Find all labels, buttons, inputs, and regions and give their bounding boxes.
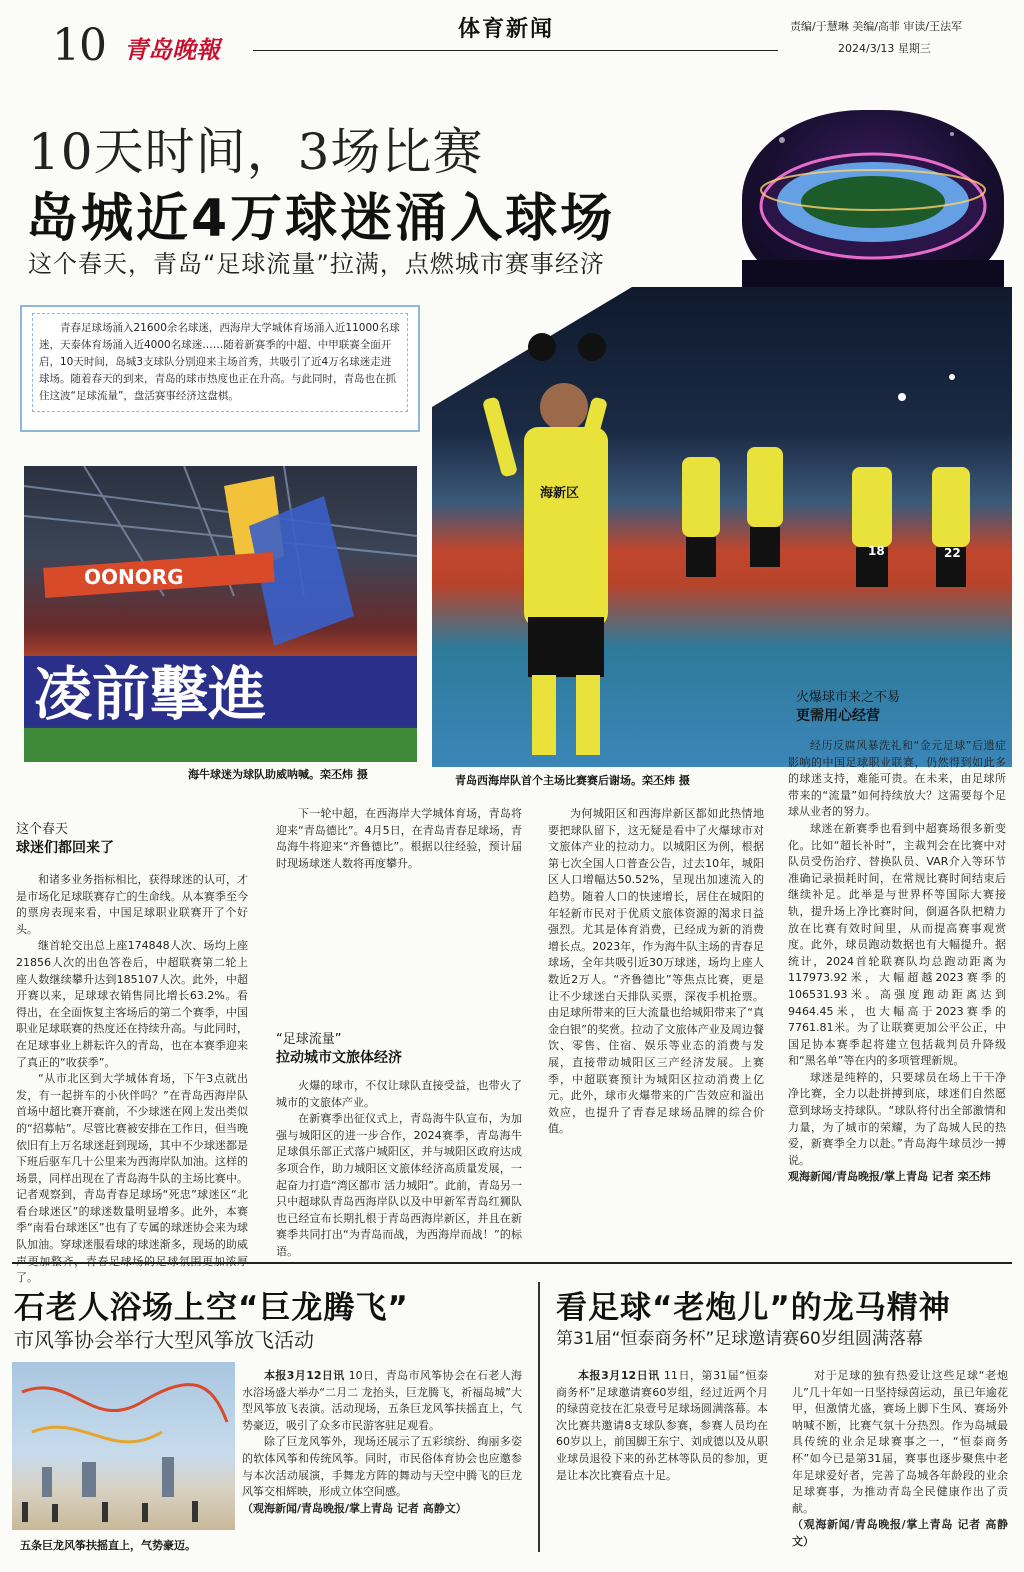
fans-banner-text: OONORG bbox=[84, 565, 184, 589]
section-a-heading bbox=[16, 820, 256, 858]
section-c-paragraph: 球迷是纯粹的，只要球员在场上干干净净比赛，全力以赴拼搏到底，球迷们自然愿意到球场支持球队。“球队将付出全部激情和力量，为了城市的荣耀，为了岛城人民的热爱，新赛季全力以赴。”青岛海牛球员沙一搏说。 bbox=[788, 1070, 1006, 1167]
story2-dateline: 本报3月12日讯 bbox=[264, 1369, 345, 1382]
section-c-byline: 观海新闻/青岛晚报/掌上青岛 记者 栾丕炜 bbox=[788, 1170, 991, 1184]
section-b-heading bbox=[276, 1030, 522, 1068]
stadium-illustration bbox=[742, 110, 1004, 296]
lead-summary: 青春足球场涌入21600余名球迷，西海岸大学城体育场涌入近11000名球迷，天泰体育场涌入近4000名球迷……随着新赛季的中超、中甲联赛全面开启，10天时间，岛城3支球队分别迎来主场首秀，共吸引了近4万名球迷走进球场。随着春天的到来，青岛的球市热度也正在升高。与此同时，青岛也在抓住这波“足球流量”，盘活赛事经济这盘棋。 bbox=[32, 313, 408, 412]
story2-subtitle: 市风筝协会举行大型风筝放飞活动 bbox=[14, 1328, 314, 1352]
section-b-kicker: “足球流量” bbox=[276, 1032, 342, 1047]
story3-paragraph: 对于足球的独有热爱让这些足球“老炮儿”几十年如一日坚持绿茵运动，虽已年逾花甲，但激情尤盛，赛场上脚下生风、赛场外呐喊不断，比赛气氛十分热烈。作为岛城最具传统的业余足球赛事之一，“恒泰商务杯”如今已是第31届，赛事也逐步聚焦中老年足球爱好者，完善了岛城各年龄段的业余足球赛事，为推动青岛全民健康作出了贡献。 bbox=[792, 1369, 1008, 1515]
story3-title: 看足球“老炮儿”的龙马精神 bbox=[556, 1290, 951, 1326]
section-b-paragraph: 为何城阳区和西海岸新区都如此热情地要把球队留下，这无疑是看中了火爆球市对文旅体产业的拉动力。以城阳区为例，根据第七次全国人口普查公告，过去10年，城阳区人口增幅达50.52%，呈现出加速流入的趋势。随着人口的快速增长，居住在城阳的年轻新市民对于优质文旅体资源的渴求日益强烈。尤其是体育消费，已经成为新的消费增长点。2023年，作为海牛队主场的青春足球场，全年共吸引近30万球迷，场均上座人数近2万人。“齐鲁德比”等焦点比赛，更是让不少球迷白天排队买票，深夜手机抢票。由足球所带来的巨大流量也给城阳带来了“真金白银”的奖赏。拉动了文旅体产业及周边餐饮、零售、住宿、娱乐等业态的消费与发展，直接带动城阳区三产经济发展。上赛季，中超联赛预计为城阳区拉动消费上亿元。此外，球市火爆带来的广告效应和溢出效应，也提升了青春足球场品牌的综合价值。 bbox=[548, 807, 764, 1136]
story3-byline: （观海新闻/青岛晚报/掌上青岛 记者 高静文） bbox=[792, 1518, 1008, 1548]
lead-title-line1: 10天时间，3场比赛 bbox=[28, 123, 484, 181]
editor-credits: 责编/于慧琳 美编/高菲 审读/王法军 bbox=[790, 20, 963, 33]
story3-paragraph: 11日，第31届“恒泰商务杯”足球邀请赛60岁组，经过近两个月的绿茵竞技在汇泉壹号足球场圆满落幕。本次比赛共邀请8支球队参赛，参赛人员均在60岁以上，前国脚王东宁、刘成德以及从职业球员退役下来的孙艺林等队员的参加，更是让本次比赛看点十足。 bbox=[556, 1369, 768, 1482]
section-a-paragraph: “从市北区到大学城体育场，下午3点就出发，有一起拼车的小伙伴吗？”在青岛西海岸队首场中超比赛开赛前，不少球迷在网上发出类似的“招募帖”。尽管比赛被安排在工作日，但当晚依旧有上万名球迷赶到现场，其中不少球迷都是下班后驱车几十公里来为西海岸队加油。这样的场景，同样出现在了青岛海牛队的主场比赛中。记者观察到，青岛青春足球场“死忠”球迷区“北看台球迷区”的球迷数量明显增多。此外，本赛季“南看台球迷区”也有了专属的球迷协会来为球队加油。穿球迷服看球的球迷渐多，现场的助威 了。 bbox=[16, 1072, 248, 1285]
section-a-paragraph: 继首轮交出总上座174848人次、场均上座21856人次的出色答卷后，中超联赛第二轮上座人数继续攀升达到185107人次。此外，中超开赛以来，足球球衣销售同比增长63.2%。看得出，在全面恢复主客场后的第二个赛季，中国职业足球联赛的热度还在持续升高。与此同时，在足球事业上耕耘许久的青岛，也在本赛季迎来了真正的“收获季”。 bbox=[16, 939, 248, 1069]
fans-flag-text: 凌前擊進 bbox=[34, 660, 267, 728]
stadium-photo bbox=[742, 110, 1004, 296]
section-c-headline: 更需用心经营 bbox=[796, 708, 880, 724]
section-title: 体育新闻 bbox=[458, 17, 555, 42]
fans-photo-caption: 海牛球迷为球队助威呐喊。栾丕炜 摄 bbox=[188, 768, 368, 781]
story2-paragraph: 除了巨龙风筝外，现场还展示了五彩缤纷、绚丽多姿的软体风筝和传统风筝。同时，市民俗体育协会也应邀参与本次活动展演，手舞龙方阵的舞动与天空中腾飞的巨龙风筝交相辉映，形成立体空间感。 bbox=[242, 1435, 522, 1499]
section-a-kicker: 这个春天 bbox=[16, 822, 69, 837]
page-number: 10 bbox=[52, 20, 106, 71]
story3-body-col2 bbox=[792, 1368, 1008, 1551]
section-c-kicker: 火爆球市来之不易 bbox=[796, 690, 901, 705]
story2-byline: （观海新闻/青岛晚报/掌上青岛 记者 高静文） bbox=[242, 1501, 467, 1515]
kite-photo bbox=[12, 1362, 235, 1530]
player-number-18: 18 bbox=[868, 544, 885, 558]
section-b-headline: 拉动城市文旅体经济 bbox=[276, 1050, 402, 1066]
story3-body-col1 bbox=[556, 1368, 768, 1566]
section-c-paragraph: 球迷在新赛季也看到中超赛场很多新变化。比如“超长补时”，主裁判会在比赛中对队员受伤治疗、替换队员、VAR介入等环节准确记录损耗时间，在常规比赛时间结束后继续补足。此举是与世界杯等国际大赛接轨，提升场上净比赛时间，倒逼各队把精力放在比赛有效时间里，从而提高赛事观赏度。此外，球员跑动数据也有大幅提升。据统计，2024首轮联赛队均总跑动距离为117973.92米，大幅超越2023赛季的106531.93米。高强度跑动距离达到9464.45米，也大幅高于2023赛季的7761.81米。为了让联赛更加公平公正，中国足协本赛季起将建立包括裁判员升降级和“黑名单”等在内的多项管理新规。 bbox=[788, 821, 1006, 1068]
section-c-heading bbox=[796, 688, 1008, 726]
story2-body bbox=[242, 1368, 522, 1517]
section-c-paragraph: 经历反腐风暴洗礼和“金元足球”后遗症影响的中国足球职业联赛，仍然得到如此多的球迷支持，难能可贵。在未来，由足球所带来的“流量”如何持续放大？这需要每个足球从业者的努力。 bbox=[788, 739, 1006, 819]
lead-title-line2: 岛城近4万球迷涌入球场 bbox=[26, 189, 616, 249]
section-b-paragraph: 火爆的球市，不仅让球队直接受益，也带火了城市的文旅体产业。 bbox=[276, 1079, 522, 1109]
players-photo-caption: 青岛西海岸队首个主场比赛赛后谢场。栾丕炜 摄 bbox=[455, 774, 690, 787]
section-a-paragraph: 下一轮中超，在西海岸大学城体育场，青岛将迎来“青岛德比”。4月5日，在青岛青春足球场，青岛海牛将迎来“齐鲁德比”。根据以往经验，预计届时现场球迷人数将再度攀升。 bbox=[276, 807, 522, 870]
story2-paragraph: 10日，青岛市风筝协会在石老人海水浴场盛大举办“二月二 龙抬头，巨龙腾飞，祈福岛城”大型风筝放飞表演。活动现场，五条巨龙风筝扶摇直上，气势豪迈，吸引了众多市民游客驻足观看。 bbox=[242, 1369, 523, 1432]
fans-photo bbox=[24, 466, 417, 762]
lead-summary-box bbox=[20, 305, 420, 432]
story3-dateline: 本报3月12日讯 bbox=[578, 1369, 660, 1382]
masthead-logo: 青岛晚報 bbox=[124, 35, 220, 64]
player-number-22: 22 bbox=[944, 546, 961, 560]
section-b-paragraph: 在新赛季出征仪式上，青岛海牛队宣布，为加强与城阳区的进一步合作，2024赛季，青岛海牛足球俱乐部正式落户城阳区，并与城阳区政府达成多项合作，助力城阳区文旅体经济高质量发展，一起奋力打造“湾区都市 活力城阳”。此前，青岛另一只中超球队青岛西海岸队以及中甲新军青岛红狮队也已经宣布长期扎根于青岛西海岸新区，并且在新赛季共同打出“为青岛而战，为西海岸而战！”的标语。 bbox=[276, 1112, 522, 1258]
section-divider bbox=[12, 1262, 1012, 1264]
section-b-body-col1 bbox=[276, 1078, 522, 1258]
section-a-body-col2 bbox=[276, 806, 522, 872]
story3-subtitle: 第31届“恒泰商务杯”足球邀请赛60岁组圆满落幕 bbox=[556, 1329, 923, 1349]
section-a-body-col1 bbox=[16, 872, 248, 1285]
section-c-body bbox=[788, 738, 1006, 1186]
player-shirt-text: 海新区 bbox=[540, 486, 580, 501]
section-a-headline: 球迷们都回来了 bbox=[16, 840, 114, 856]
lead-subtitle: 这个春天，青岛“足球流量”拉满，点燃城市赛事经济 bbox=[28, 250, 605, 278]
section-b-body-col2 bbox=[548, 806, 764, 1254]
kite-photo-caption: 五条巨龙风筝扶摇直上，气势豪迈。 bbox=[20, 1539, 196, 1552]
issue-date: 2024/3/13 星期三 bbox=[838, 42, 931, 55]
story-divider bbox=[538, 1282, 540, 1552]
header-rule bbox=[253, 50, 778, 51]
fans-illustration bbox=[24, 466, 417, 762]
kite-illustration bbox=[12, 1362, 235, 1530]
section-a-paragraph: 和诸多业务指标相比，获得球迷的认可，才是市场化足球联赛存亡的生命线。从本赛季至今的票房表现来看，中国足球职业联赛开了个好头。 bbox=[16, 873, 248, 936]
story2-title: 石老人浴场上空“巨龙腾飞” bbox=[14, 1290, 409, 1326]
